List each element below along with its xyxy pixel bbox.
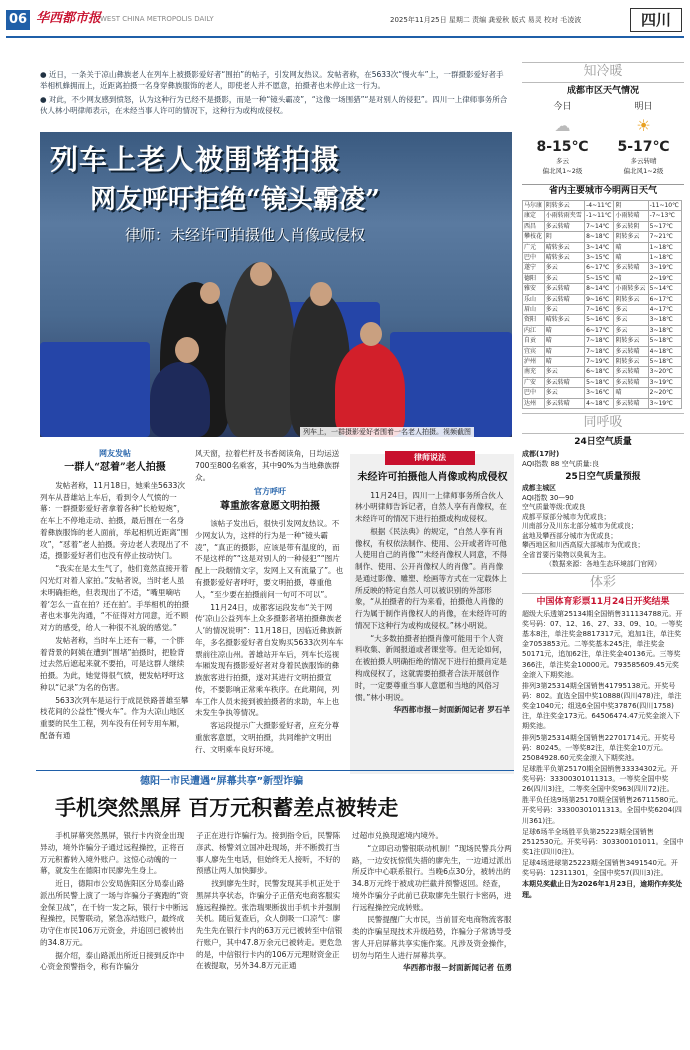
section-label: 四川 xyxy=(630,8,682,32)
city-weather-cell: 多云转晴 xyxy=(614,346,648,356)
article2-para: 近日，德阳市公安局旌阳区分局泰山路派出所民警上演了一场与诈骗分子赛跑的“资金保卫战”，在千钧一发之际，银行卡中断远程操控，民警联动，紧急冻结账户，最终成功守住市民106万元资金，并追回已被转出的34.8万元。 xyxy=(40,879,189,947)
article2-kicker: 德阳一市民遭遇“屏幕共享”新型诈骗 xyxy=(140,776,304,787)
city-weather-cell: 阴转多云 xyxy=(614,336,648,346)
column-3-para: 根据《民法典》的规定，“自然人享有肖像权，有权依法制作、使用、公开或者许可他人使用自己的肖像”“未经肖像权人同意，不得制作、使用、公开肖像权人的肖像”。肖肖像是通过影像、雕塑、绘画等方式在一定载体上所反映的特定自然人可以被识别的外部形象，“从拍摄者的行为来看，拍摄他人肖像的行为属于制作肖像权人的肖像，在未经许可的情况下这种行为或构成侵权。”林小明说。 xyxy=(355,526,508,630)
passenger-head xyxy=(250,262,272,286)
city-weather-cell: 6~17℃ xyxy=(585,263,614,273)
city-weather-cell: 晴 xyxy=(544,325,584,335)
city-weather-cell: 多云转晴 xyxy=(544,398,584,408)
air-forecast xyxy=(522,484,684,570)
lottery-item: 本期兑奖截止日为2026年1月23日，逾期作弃奖处理。 xyxy=(522,880,683,899)
city-weather-cell: 3~18℃ xyxy=(648,325,681,335)
lottery-item: 排列5第25314期全国销售22701714元。开奖号码：80245。一等奖82注，单注奖金10万元。25084928.60元奖金滚入下期奖池。 xyxy=(522,733,676,762)
city-weather-cell: 3~19℃ xyxy=(648,377,681,387)
column-3-para: “大多数拍摄者拍摄肖像可能用于个人资料收集、新闻报道或者课堂等。但无论如何，在被拍摄人明确拒绝的情况下进行拍摄肖定是构成侵权了，这就需要拍摄者合法开展创作时，一定要尊重当事人意愿和当地的风俗习惯。”林小明说。 xyxy=(355,633,507,702)
city-weather-cell: 3~14℃ xyxy=(585,242,614,252)
city-weather-cell: 晴 xyxy=(544,357,584,367)
page-number: 06 xyxy=(6,10,30,30)
lawyer-tag: 律师说法 xyxy=(385,451,475,465)
city-weather-cell: 宜宾 xyxy=(523,346,545,356)
city-weather-row xyxy=(523,294,682,304)
city-weather-cell: 晴 xyxy=(614,242,648,252)
headline-tertiary: 律师：未经许可拍摄他人肖像或侵权 xyxy=(125,226,366,244)
today-desc: 多云 xyxy=(556,157,569,166)
tomorrow-label: 明日 xyxy=(634,101,653,112)
city-weather-cell: 8~14℃ xyxy=(585,284,614,294)
city-weather-cell: 3~19℃ xyxy=(648,398,681,408)
city-weather-cell: 小雨转多云 xyxy=(614,284,648,294)
city-weather-cell: 遂宁 xyxy=(523,263,545,273)
city-table-title: 省内主要城市今明两日天气 xyxy=(522,184,684,198)
city-weather-cell: 小雨转雨夹雪 xyxy=(544,211,584,221)
city-weather-cell: -11~10℃ xyxy=(648,200,681,210)
passenger-head xyxy=(360,322,382,346)
city-weather-cell: 多云 xyxy=(544,263,584,273)
city-weather-cell: 乐山 xyxy=(523,294,545,304)
city-weather-cell: 晴 xyxy=(544,336,584,346)
forecast-city: 成都主城区 xyxy=(522,484,556,493)
city-weather-row xyxy=(523,377,682,387)
intro-para-2: ● 对此，不少网友感到愤怒，认为这种行为已经不是摄影，而是一种“镜头霸凌”，“这像一场围猎”“是对别人的侵犯”。四川一上律师事务所合伙人林小明律师表示，在未经当事人许可的情况下，这种行为或构成侵权。 xyxy=(40,94,508,115)
city-weather-row xyxy=(523,242,682,252)
city-weather-cell: 3~20℃ xyxy=(648,367,681,377)
city-weather-cell: 4~17℃ xyxy=(648,305,681,315)
elderly-passenger xyxy=(150,362,210,437)
city-weather-cell: 巴中 xyxy=(523,252,545,262)
city-weather-cell: 6~17℃ xyxy=(648,294,681,304)
city-weather-cell: 多云 xyxy=(544,367,584,377)
city-weather-cell: 泸州 xyxy=(523,357,545,367)
city-weather-cell: 达州 xyxy=(523,398,545,408)
weather-today xyxy=(524,101,602,181)
lottery-item: 足球6场半全场胜平负第25223期全国销售2512530元。开奖号码：303300101011。全国中奖1注(四川0注)。 xyxy=(522,827,684,857)
article2-para: 过超市兑换现遮境内境外。 xyxy=(352,831,444,840)
photographer-red-coat xyxy=(335,342,405,437)
train-seat xyxy=(390,332,512,437)
city-weather-cell: 小雨转晴 xyxy=(614,211,648,221)
city-weather-cell: 多云转晴 xyxy=(614,377,648,387)
city-weather-cell: 1~18℃ xyxy=(648,252,681,262)
city-weather-table xyxy=(522,200,682,409)
city-weather-cell: 7~18℃ xyxy=(585,346,614,356)
forecast-source: （数据来源：各地生态环境部门官网） xyxy=(545,560,661,569)
city-weather-cell: 晴 xyxy=(614,273,648,283)
column-1-kicker: 网友发帖 xyxy=(99,449,131,458)
lottery-title: 中国体育彩票11月24日开奖结果 xyxy=(536,596,670,607)
city-weather-cell: 巴中 xyxy=(523,388,545,398)
city-weather-cell: 5~18℃ xyxy=(648,357,681,367)
sun-icon: ☀ xyxy=(636,115,651,135)
column-2-kicker: 官方呼吁 xyxy=(254,487,286,497)
column-2-para: 该帖子发出后，很快引发网友热议。不少网友认为，这样的行为是一种“镜头霸凌”，“真正的摄影，应该是带有温度的，而不是这样的”“这是对别人的一种侵犯”“图片配上一段烟情文字，发网上又有流量了”。也有摄影爱好者呼吁，要文明拍摄，尊重他人，“至少要在拍摄前问一句可不可以”。 xyxy=(195,519,344,599)
city-weather-cell: 马尔康 xyxy=(523,200,545,210)
weather-forecast xyxy=(522,101,684,181)
city-weather-cell: 3~15℃ xyxy=(585,252,614,262)
city-weather-cell: 7~21℃ xyxy=(648,232,681,242)
lottery-item: 足球胜平负第25170期全国销售33334302元。开奖号码：33300301011313。一等奖全国中奖26(四川3)注，二等奖全国中奖963(四川72)注。 xyxy=(522,764,678,794)
sidebar xyxy=(522,60,684,901)
city-weather-cell: 多云 xyxy=(614,305,648,315)
city-weather-cell: 广安 xyxy=(523,377,545,387)
headline-main: 列车上老人被围堵拍摄 xyxy=(50,143,341,176)
city-weather-cell: 7~14℃ xyxy=(585,221,614,231)
city-weather-cell: 阴 xyxy=(614,200,648,210)
header-divider xyxy=(6,36,684,38)
article2-para: 手机屏幕突然黑屏，银行卡内资金出现异动，境外诈骗分子通过远程操控，正将百万元积蓄转入境外账户。这惊心动魄的一幕，就发生在德阳市民廖先生身上。 xyxy=(40,831,185,876)
lottery-item: 超级大乐透第25134期全国销售311134788元。开奖号码：07、12、16、27、33、09、10。一等奖基本8注，单注奖金8817317元，追加1注，单注奖金7053853元。二等奖基本245注，单注奖金50171元，追加62注，单注奖金40136元。三等奖366注，单注奖金10000元。793585609.45元奖金滚入下期奖池。 xyxy=(522,609,683,679)
city-weather-cell: 8~18℃ xyxy=(585,232,614,242)
column-1-para: 5633次列车是运行于成昆铁路普雄至攀枝花间的公益性“慢火车”。作为大凉山地区重要的民生工程，列车没有任何专用车厢，配备有通 xyxy=(40,695,189,740)
city-weather-row xyxy=(523,273,682,283)
column-1-para: “我实在是太生气了，他们竟然直接开着闪光灯对着人家拍。”发帖者说，当时老人虽未明确拒绝，但表现出了不适，“嘴里嘀咕着‘怎么一直在拍？还在拍’。手举相机的拍摄者也未事先沟通，“不征得对方同意，近不顾对方的感受，给人一种很不礼貌的感觉。” xyxy=(40,564,190,633)
city-weather-cell: 多云转晴 xyxy=(544,284,584,294)
city-weather-cell: 康定 xyxy=(523,211,545,221)
city-weather-cell: -7~13℃ xyxy=(648,211,681,221)
article-column-2 xyxy=(195,448,345,757)
section-divider xyxy=(36,770,514,771)
city-weather-row xyxy=(523,211,682,221)
city-weather-cell: -4~11℃ xyxy=(585,200,614,210)
city-weather-cell: 3~18℃ xyxy=(648,315,681,325)
city-weather-cell: 阴转多云 xyxy=(544,200,584,210)
city-weather-cell: 5~16℃ xyxy=(585,315,614,325)
city-weather-cell: 5~14℃ xyxy=(648,284,681,294)
article2-column-3 xyxy=(352,830,512,974)
city-weather-cell: 晴 xyxy=(544,346,584,356)
forecast-aqi: AQI指数 30—90 xyxy=(522,493,574,502)
city-weather-cell: 雅安 xyxy=(523,284,545,294)
photo-caption: 列车上，一群摄影爱好者围着一名老人拍摄。视频截图 xyxy=(300,427,474,437)
today-wind: 偏北风1~2级 xyxy=(542,166,583,175)
city-weather-cell: 晴 xyxy=(614,252,648,262)
city-weather-cell: 多云转晴 xyxy=(614,367,648,377)
city-weather-cell: 5~18℃ xyxy=(585,377,614,387)
article2-para: 子正在进行诈骗行为。接到指令后，民警陈彦武、杨警刘立国冲赴现场，并不断拨打当事人廖先生电话，但始终无人接听，不好的预感让两人加快脚步。 xyxy=(196,831,341,876)
city-weather-cell: 2~20℃ xyxy=(648,388,681,398)
city-weather-cell: 6~18℃ xyxy=(585,367,614,377)
city-weather-row xyxy=(523,325,682,335)
city-weather-row xyxy=(523,263,682,273)
city-weather-row xyxy=(523,200,682,210)
train-seat xyxy=(40,342,150,437)
column-3-title: 未经许可拍摄他人肖像或构成侵权 xyxy=(357,472,508,483)
weather-tomorrow xyxy=(605,101,683,181)
cloud-icon: ☁ xyxy=(554,115,571,135)
passenger-head xyxy=(175,337,199,363)
photographer xyxy=(225,262,295,437)
forecast-line: 盆地及攀西部分城市为优或良； xyxy=(522,531,618,540)
column-2-para: 11月24日，成都客运段发布“关于网传‘凉山公益列车上众多摄影者堵拍摄彝族老人’的情况说明”：11月18日，因临近彝族新年，多名摄影爱好者自发购买5633次列车车票前往凉山州。普雄站开车后，列车长巡视车厢发现有摄影爱好者对身着民族服饰的彝族旅客进行拍摄，遂对其进行文明拍摄宣传，不要影响正常乘车秩序。在此期间，列车工作人员未接到被拍摄者的求助，车上也未发生争执等情况。 xyxy=(195,602,344,718)
city-weather-row xyxy=(523,252,682,262)
column-1-para: 发帖者称，11月18日，她乘坐5633次列车从普雄站上车后，看到令人气愤的一幕：一群摄影爱好者拿着各种“长枪短炮”，在车上不停地走动、拍摄，最后围在一名身着彝族服饰的老人面前，举起相机近距离“围攻”，“怼着”老人拍摄。旁边老人表现出了不适，摄影爱好者们也没有停止按动快门。 xyxy=(40,480,189,561)
city-weather-cell: 阴转多云 xyxy=(614,294,648,304)
city-weather-cell: 7~16℃ xyxy=(585,305,614,315)
article2-source: 华西都市报－封面新闻记者 伍勇 xyxy=(403,963,512,973)
forecast-line: 成都平原部分城市为优或良； xyxy=(522,512,611,521)
city-weather-cell: 晴 xyxy=(614,388,648,398)
city-weather-cell: 4~18℃ xyxy=(648,346,681,356)
city-weather-cell: 阴转多云 xyxy=(614,357,648,367)
column-2-title: 尊重旅客意愿文明拍摄 xyxy=(220,500,320,512)
city-weather-cell: 2~19℃ xyxy=(648,273,681,283)
column-1-title: 一群人“怼着”老人拍摄 xyxy=(64,462,166,474)
city-weather-cell: 德阳 xyxy=(523,273,545,283)
forecast-line: 攀西地区和川西高原大部城市为优或良； xyxy=(522,541,645,550)
today-temp: 8-15℃ xyxy=(536,139,589,156)
city-weather-cell: 自贡 xyxy=(523,336,545,346)
city-weather-row xyxy=(523,315,682,325)
city-weather-row xyxy=(523,221,682,231)
city-weather-row xyxy=(523,336,682,346)
city-weather-cell: 资阳 xyxy=(523,315,545,325)
city-weather-cell: 多云转晴 xyxy=(544,221,584,231)
city-weather-cell: 多云 xyxy=(614,325,648,335)
column-2-intro: 风天窗，拉着栏杆及书香阅读角，日均运送700至800名乘客，其中90%为当地彝族群众。 xyxy=(195,449,340,482)
article2-para: 据介绍，泰山路派出所近日接到反诈中心资金预警指令，称有诈骗分 xyxy=(40,950,185,972)
lottery-item: 排列3第25314期全国销售41795138元。开奖号码：802。直选全国中奖10888(四川478)注，单注奖金1040元；组选6全国中奖37876(四川1758)注，单注奖金173元。64506474.47元奖金滚入下期奖池。 xyxy=(522,681,682,731)
city-weather-cell: 晴转多云 xyxy=(544,315,584,325)
city-weather-cell: 多云 xyxy=(544,305,584,315)
passenger-head xyxy=(200,282,220,304)
lottery-item: 足球4场进球第25223期全国销售3491540元。开奖号码：12311301，全国中奖57(四川3)注。 xyxy=(522,859,678,878)
city-weather-cell: 多云转晴 xyxy=(614,398,648,408)
city-weather-cell: 1~18℃ xyxy=(648,242,681,252)
lottery-item: 胜平负任选9场第25170期全国销售26711580元。开奖号码：33300301011313。全国中奖6204(四川361)注。 xyxy=(522,796,683,825)
city-weather-cell: 9~16℃ xyxy=(585,294,614,304)
passenger-head xyxy=(310,282,332,306)
air-forecast-title: 25日空气质量预报 xyxy=(565,472,641,483)
newspaper-logo: 华西都市报 xyxy=(36,11,102,26)
city-weather-cell: 6~17℃ xyxy=(585,325,614,335)
forecast-line: 全省首要污染物以臭氧为主。 xyxy=(522,550,611,559)
city-weather-row xyxy=(523,398,682,408)
column-3-source: 华西都市报－封面新闻记者 罗石羊 xyxy=(393,705,510,715)
tomorrow-temp: 5-17℃ xyxy=(617,139,670,156)
city-weather-cell: 西昌 xyxy=(523,221,545,231)
city-weather-cell: 3~16℃ xyxy=(585,388,614,398)
city-weather-cell: 内江 xyxy=(523,325,545,335)
article2-para: 民警提醒广大市民，当前冒充电商物流客服类的诈骗呈现技术升级趋势，诈骗分子常诱导受害人开启屏幕共享实施作案。凡涉及资金操作，切勿与陌生人进行屏幕共享。 xyxy=(352,915,512,960)
city-weather-row xyxy=(523,357,682,367)
city-weather-cell: 眉山 xyxy=(523,305,545,315)
newspaper-logo-en: WEST CHINA METROPOLIS DAILY xyxy=(100,15,214,23)
city-weather-cell: 5~15℃ xyxy=(585,273,614,283)
city-weather-cell: 4~18℃ xyxy=(585,398,614,408)
article-intro xyxy=(40,70,510,120)
city-weather-cell: 多云转晴 xyxy=(544,377,584,387)
today-label: 今日 xyxy=(553,101,572,112)
city-weather-cell: 多云转阴 xyxy=(614,221,648,231)
column-3-para: 11月24日，四川一上律师事务所合伙人林小明律师告诉记者，自然人享有肖像权，在未经许可的情况下进行拍摄或构成侵权。 xyxy=(355,490,507,524)
city-weather-cell: 多云 xyxy=(614,315,648,325)
lottery-header: 体彩 xyxy=(522,573,684,594)
forecast-line: 川南部分及川东北部分城市为优或良； xyxy=(522,522,638,531)
header-date-editors: 2025年11月25日 星期二 责编 龚爱秋 版式 易灵 校对 毛凌波 xyxy=(390,16,582,24)
article2-headline: 手机突然黑屏 百万元积蓄差点被转走 xyxy=(55,795,399,820)
article2-para: “立即启动警银联动机制！”现场民警兵分两路，一边安抚惊慌失措的廖先生，一边通过派出所反诈中心联系银行。当晚6点30分，被转出的34.8万元终于被成功拦截并预警返回。经查，境外诈骗分子此前已获取廖先生银行卡密码，进行远程操控完成转账。 xyxy=(352,843,512,912)
city-weather-cell: 阴转多云 xyxy=(614,232,648,242)
tomorrow-desc: 多云转晴 xyxy=(630,157,657,166)
city-weather-cell: 多云转晴 xyxy=(614,263,648,273)
lottery-results xyxy=(522,609,684,900)
article2-column-1 xyxy=(40,830,190,974)
weather-title: 成都市区天气情况 xyxy=(566,85,639,96)
city-weather-cell: 晴转多云 xyxy=(544,242,584,252)
city-weather-cell: 晴转多云 xyxy=(544,252,584,262)
article-column-3 xyxy=(355,470,510,716)
headline-secondary: 网友呼吁拒绝“镜头霸凌” xyxy=(90,185,380,215)
air-title: 24日空气质量 xyxy=(574,436,632,447)
city-weather-cell: 攀枝花 xyxy=(523,232,545,242)
city-weather-cell: 多云 xyxy=(544,273,584,283)
article-column-1 xyxy=(40,448,190,743)
article2-para: 找到廖先生时，民警发现其手机正处于黑屏共享状态，诈骗分子正借充电商客服实施远程操控。张浩瑞果断拔出手机卡并强制关机。随后复查后，众人倒吸一口凉气：廖先生先在银行卡内的63万元已被转至中信银行账户，其中47.8万余元已被转走。更危急的是，中信银行卡内的106万元理财资金正在被提取，另外34.8万元正通 xyxy=(196,879,343,971)
column-1-para: 发帖者称，当时车上还有一幕，一个胖着背景的阿姨在遭到“围堵”拍摄时，把脸背过去然后遮起来就不要拍，可是这群人继续拍摄。为此，她觉得很气愤，便发帖呼吁这种以“记录”为名的伤害。 xyxy=(40,635,185,692)
city-weather-row xyxy=(523,232,682,242)
city-weather-cell: 多云转晴 xyxy=(544,294,584,304)
city-weather-cell: 7~19℃ xyxy=(585,357,614,367)
city-weather-row xyxy=(523,367,682,377)
city-weather-row xyxy=(523,284,682,294)
city-weather-cell: 广元 xyxy=(523,242,545,252)
city-weather-row xyxy=(523,388,682,398)
city-weather-row xyxy=(523,305,682,315)
forecast-quality: 空气质量等级:优或良 xyxy=(522,503,586,512)
city-weather-cell: 5~17℃ xyxy=(648,221,681,231)
chengdu-aqi: AQI指数 88 空气质量:良 xyxy=(522,460,599,469)
city-weather-row xyxy=(523,346,682,356)
column-2-para: 客运段提示广大摄影爱好者，应充分尊重旅客意愿，文明拍摄，共同维护文明出行、文明乘车良好环境。 xyxy=(195,721,340,754)
city-weather-cell: 7~18℃ xyxy=(585,336,614,346)
city-weather-cell: -1~11℃ xyxy=(585,211,614,221)
tomorrow-wind: 偏北风1~2级 xyxy=(623,166,664,175)
air-header: 同呼吸 xyxy=(522,413,684,434)
city-weather-cell: 3~19℃ xyxy=(648,263,681,273)
article2-column-2 xyxy=(196,830,346,973)
chengdu-air-label: 成都(17时) xyxy=(522,449,560,458)
intro-para-1: ● 近日，一条关于凉山彝族老人在列车上被摄影爱好者“围拍”的帖子，引发网友热议。发帖者称，在5633次“慢火车”上，一群摄影爱好者手举相机蜂拥而上，近距离拍摄一名身穿彝族服饰的老人，即使老人并不愿意，拍摄者也未停止这一行为。 xyxy=(40,70,504,90)
city-weather-cell: 多云 xyxy=(544,388,584,398)
city-weather-cell: 5~18℃ xyxy=(648,336,681,346)
city-weather-cell: 阴 xyxy=(544,232,584,242)
city-weather-cell: 南充 xyxy=(523,367,545,377)
weather-header: 知冷暖 xyxy=(522,62,684,83)
